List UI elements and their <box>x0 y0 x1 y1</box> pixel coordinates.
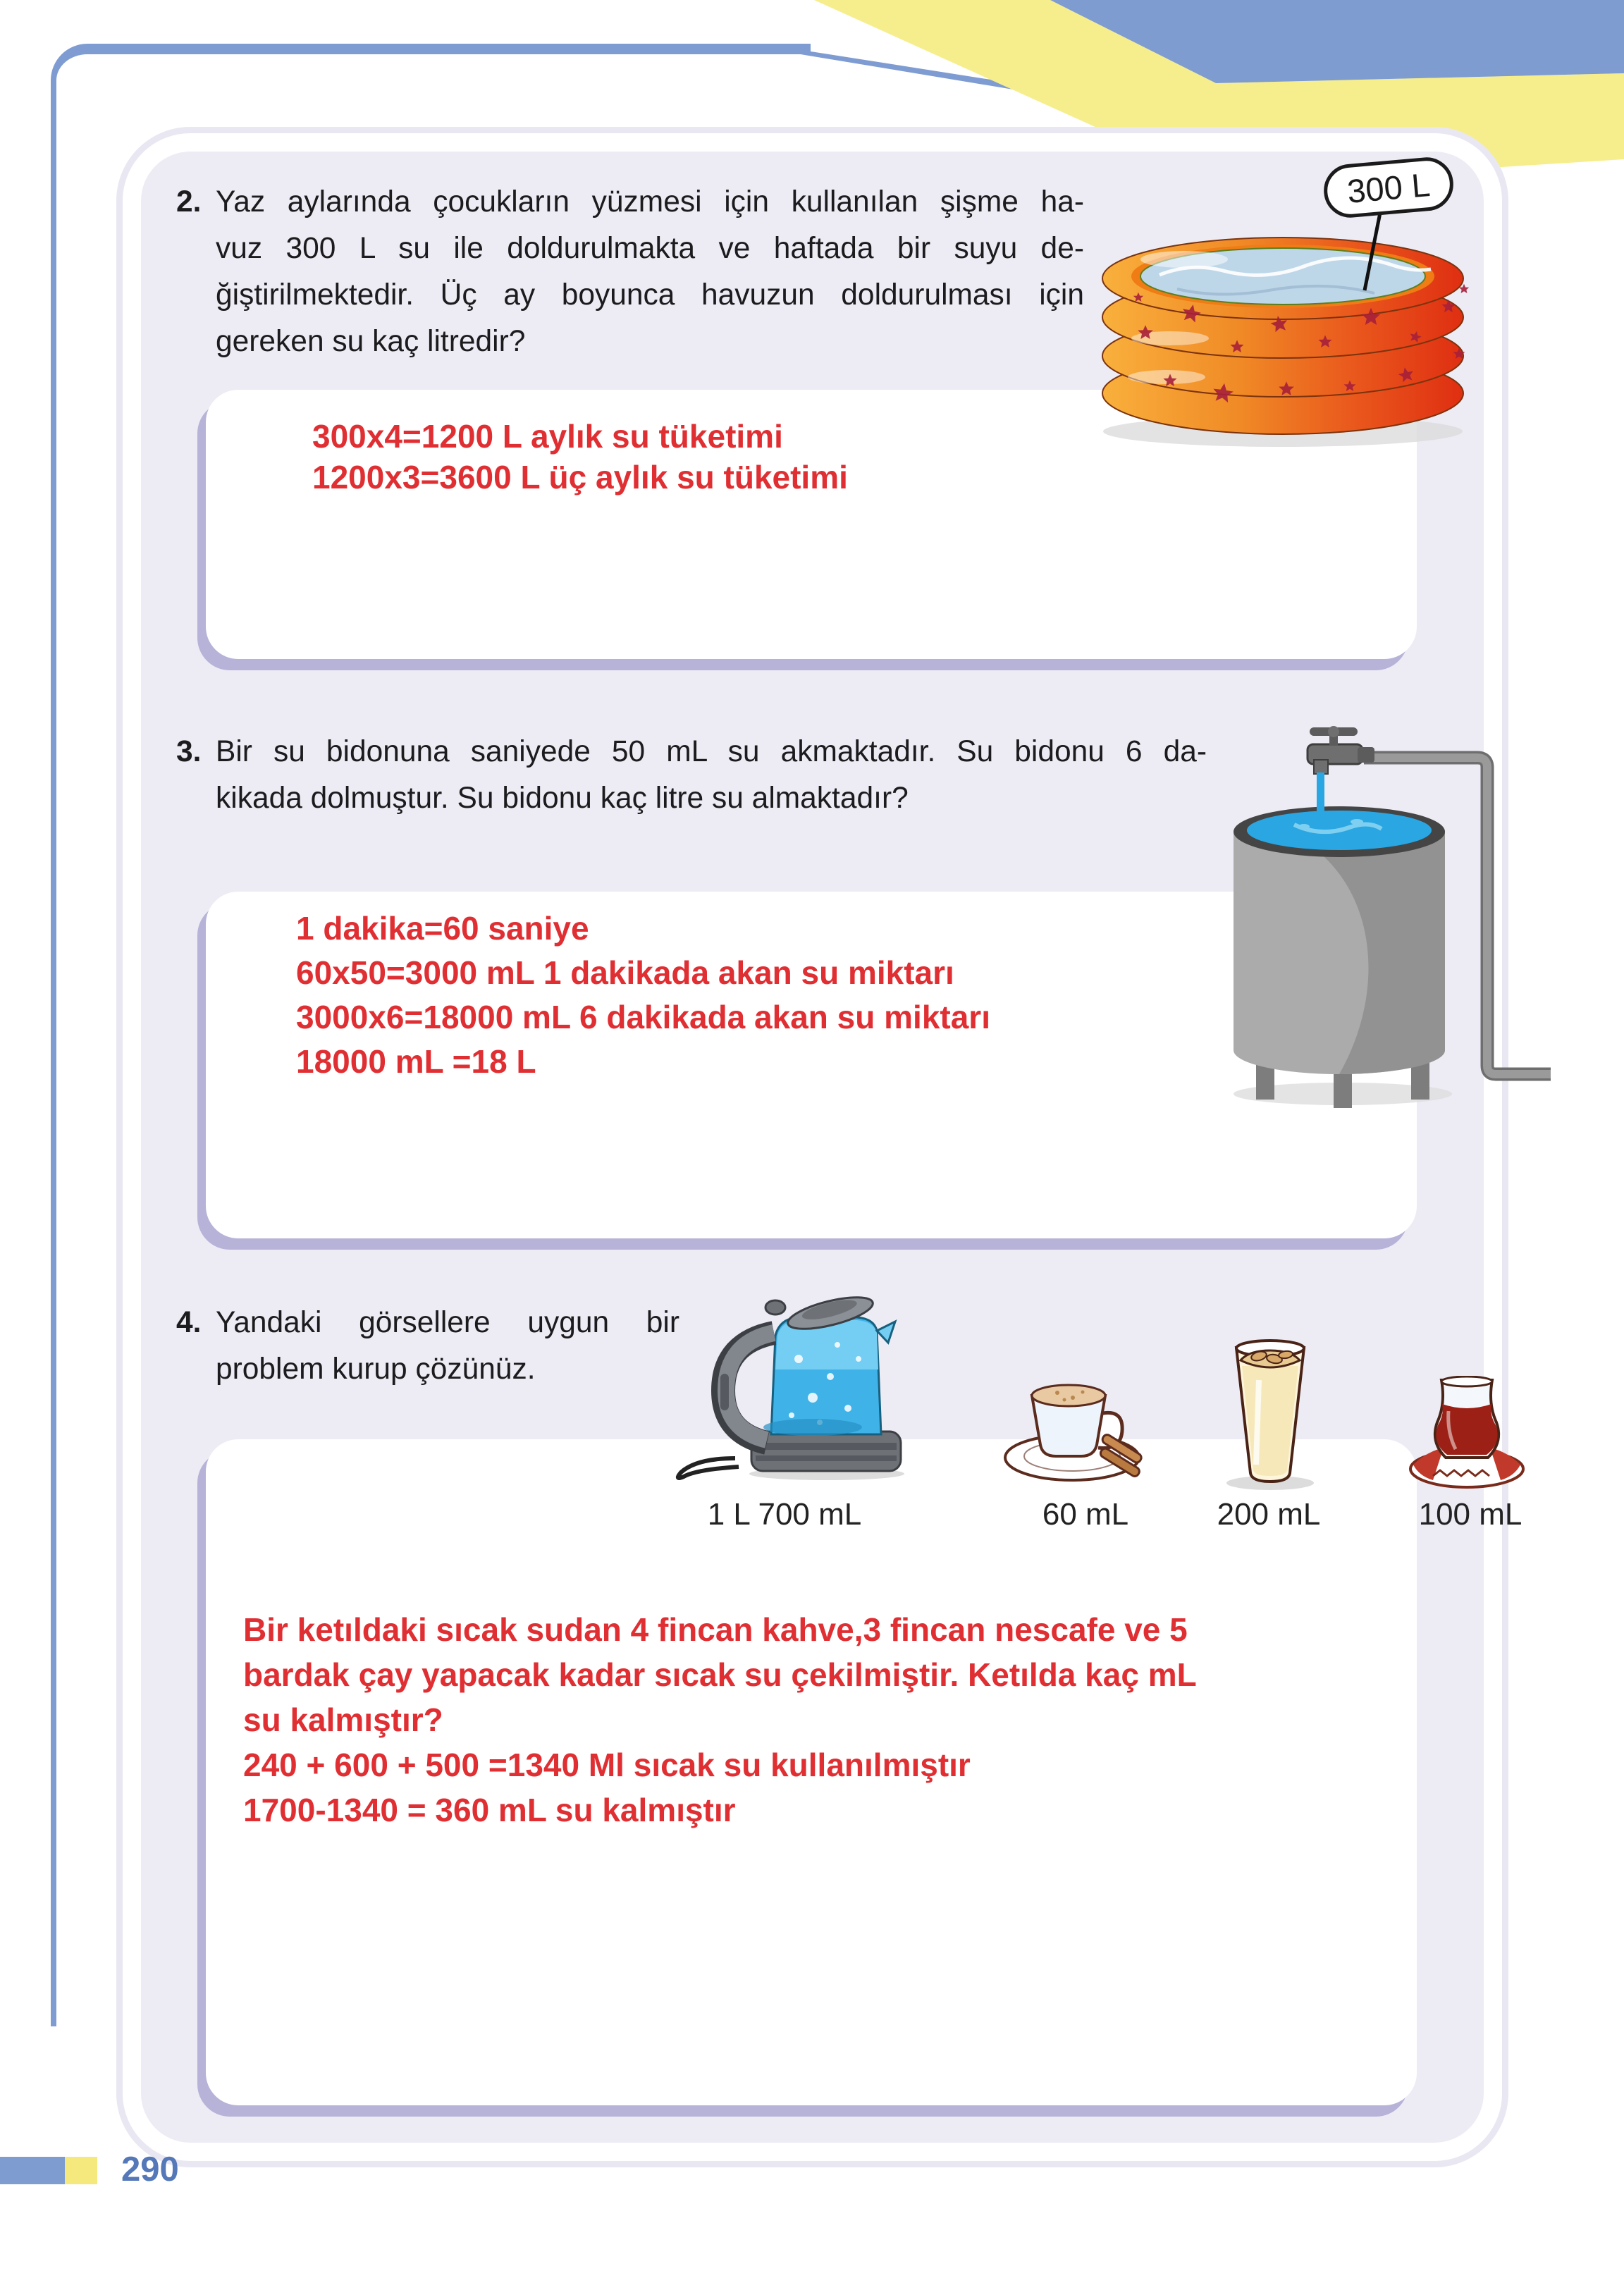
coffee-cup-volume-label: 60 mL <box>1042 1497 1129 1532</box>
problem4-text-line: problem kurup çözünüz. <box>216 1353 536 1386</box>
answer-line: 1200x3=3600 L üç aylık su tüketimi <box>312 459 848 495</box>
answer-line: su kalmıştır? <box>243 1701 443 1738</box>
problem4-statement <box>176 1300 679 1393</box>
pool-capacity-label: 300 L <box>1322 155 1456 220</box>
answer-line: 3000x6=18000 mL 6 dakikada akan su miktarı <box>296 999 990 1035</box>
tea-glass-illustration <box>1405 1376 1532 1490</box>
problem3-number: 3. <box>176 735 202 768</box>
problem3-statement <box>176 729 1207 822</box>
water-tank-illustration <box>1226 726 1551 1110</box>
problem2-text-line: gereken su kaç litredir? <box>216 325 526 358</box>
footer-yellow-mark <box>65 2157 97 2184</box>
problem2-answer <box>312 416 848 498</box>
answer-line: 60x50=3000 mL 1 dakikada akan su miktarı <box>296 954 954 991</box>
tea-glass-volume-label: 100 mL <box>1418 1497 1522 1532</box>
problem2-text-line: vuz 300 L su ile doldurulmakta ve haftada bir suyu de- <box>216 232 1084 265</box>
footer-blue-mark <box>0 2157 65 2184</box>
problem3-text-line: kikada dolmuştur. Su bidonu kaç litre su almaktadır? <box>216 782 909 815</box>
problem2-statement <box>176 179 1084 365</box>
problem4-number: 4. <box>176 1306 202 1339</box>
page-number: 290 <box>121 2150 179 2189</box>
answer-line: bardak çay yapacak kadar sıcak su çekilmiştir. Ketılda kaç mL <box>243 1656 1197 1693</box>
problem2-number: 2. <box>176 185 202 218</box>
kettle-volume-label: 1 L 700 mL <box>707 1497 862 1532</box>
drink-glass-illustration <box>1200 1338 1341 1491</box>
problem3-text-line: Bir su bidonuna saniyede 50 mL su akmaktadır. Su bidonu 6 da- <box>216 735 1207 768</box>
problem2-text-line: ğiştirilmektedir. Üç ay boyunca havuzun doldurulması için <box>216 278 1084 312</box>
answer-line: Bir ketıldaki sıcak sudan 4 fincan kahve,3 fincan nescafe ve 5 <box>243 1611 1188 1648</box>
answer-line: 1 dakika=60 saniye <box>296 910 589 947</box>
drink-glass-volume-label: 200 mL <box>1217 1497 1321 1532</box>
problem2-text-line: Yaz aylarında çocukların yüzmesi için kullanılan şişme ha- <box>216 185 1084 218</box>
answer-line: 18000 mL =18 L <box>296 1043 536 1080</box>
problem4-answer <box>243 1607 1197 1833</box>
problem4-text-line: Yandaki görsellere uygun bir <box>216 1306 679 1339</box>
answer-line: 300x4=1200 L aylık su tüketimi <box>312 418 783 455</box>
answer-line: 1700-1340 = 360 mL su kalmıştır <box>243 1792 736 1828</box>
inflatable-pool-illustration <box>1078 169 1496 451</box>
kettle-illustration <box>668 1292 947 1481</box>
problem3-answer <box>296 906 990 1084</box>
coffee-cup-illustration <box>999 1359 1165 1489</box>
answer-line: 240 + 600 + 500 =1340 Ml sıcak su kullanılmıştır <box>243 1747 971 1783</box>
